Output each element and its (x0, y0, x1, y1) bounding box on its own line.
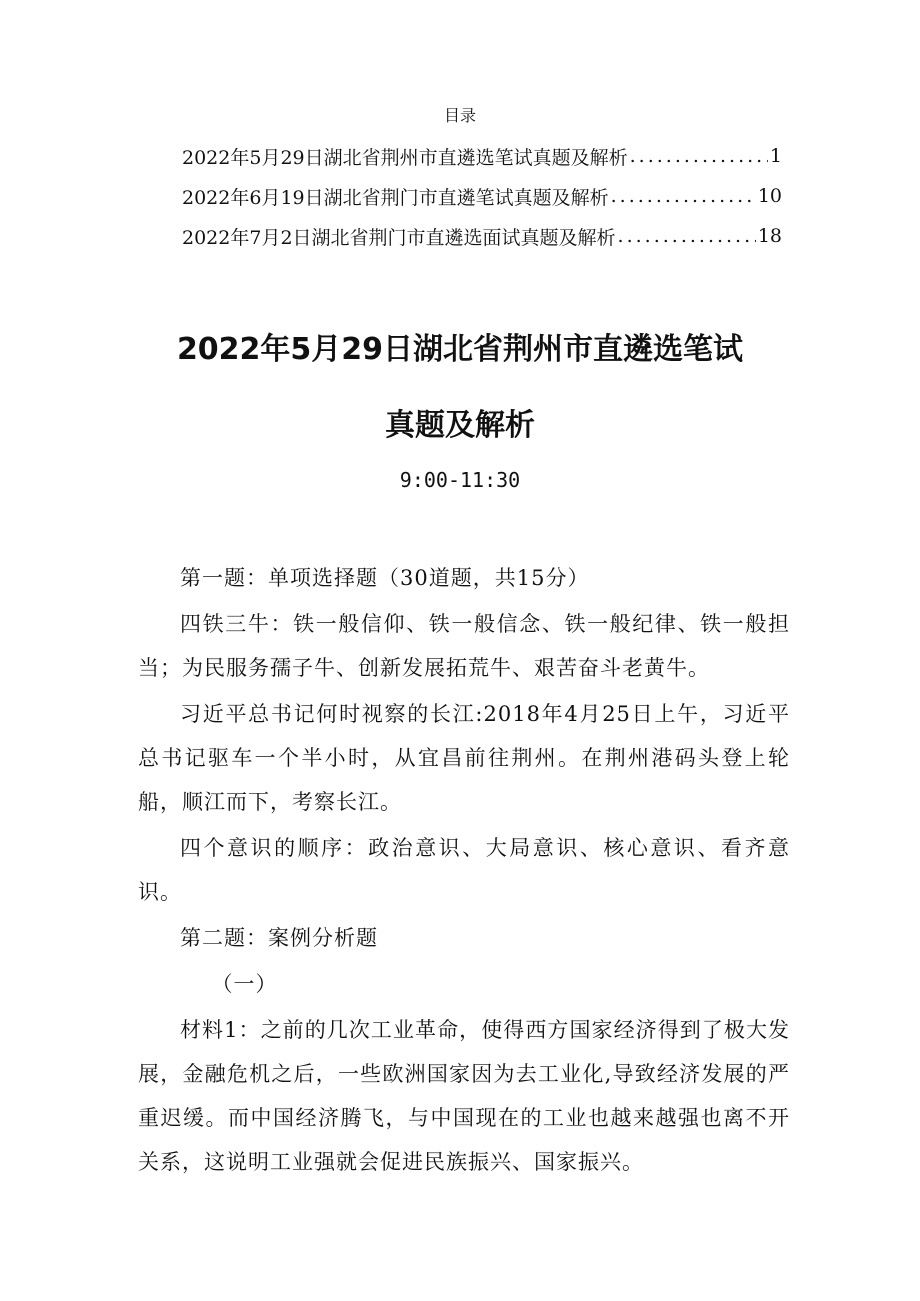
toc-entry[interactable] (182, 176, 782, 216)
toc-entry-title: 2022年7月2日湖北省荆门市直遴选面试真题及解析 (182, 226, 616, 249)
toc-leader-dots (630, 145, 768, 167)
paragraph-si-tie-san-niu: 四铁三牛：铁一般信仰、铁一般信念、铁一般纪律、铁一般担当；为民服务孺子牛、创新发展拓荒牛、艰苦奋斗老黄牛。 (138, 612, 790, 680)
toc-heading: 目录 (443, 106, 476, 125)
toc-entry[interactable] (182, 216, 782, 256)
toc-entry[interactable] (182, 136, 782, 176)
paragraph-changjiang-inspection: 习近平总书记何时视察的长江:2018年4月25日上午，习近平总书记驱车一个半小时，从宜昌前往荆州。在荆州港码头登上轮船，顺江而下，考察长江。 (138, 702, 790, 814)
exam-time: 9:00-11:30 (399, 468, 521, 492)
section-heading-case-analysis: 第二题：案例分析题 (180, 926, 378, 950)
toc-entry-page: 10 (757, 185, 782, 207)
toc-entry-page: 1 (769, 145, 782, 167)
toc-leader-dots (611, 185, 756, 207)
document-body (138, 556, 790, 1186)
paragraph-four-awareness: 四个意识的顺序：政治意识、大局意识、核心意识、看齐意识。 (138, 836, 790, 904)
table-of-contents (182, 136, 782, 256)
toc-entry-title: 2022年5月29日湖北省荆州市直遴选笔试真题及解析 (182, 146, 628, 169)
document-title-line2: 真题及解析 (385, 408, 535, 443)
toc-entry-title: 2022年6月19日湖北省荆门市直遴笔试真题及解析 (182, 186, 609, 209)
toc-leader-dots (618, 225, 756, 247)
subsection-label: （一） (211, 972, 278, 996)
document-title-line1: 2022年5月29日湖北省荆州市直遴选笔试 (176, 332, 744, 367)
paragraph-material-1: 材料1：之前的几次工业革命，使得西方国家经济得到了极大发展，金融危机之后，一些欧洲国家因为去工业化,导致经济发展的严重迟缓。而中国经济腾飞，与中国现在的工业也越来越强也离不开关系，这说明工业强就会促进民族振兴、国家振兴。 (138, 1018, 790, 1174)
section-heading-single-choice: 第一题：单项选择题（30道题，共15分） (180, 566, 590, 590)
toc-entry-page: 18 (757, 225, 782, 247)
